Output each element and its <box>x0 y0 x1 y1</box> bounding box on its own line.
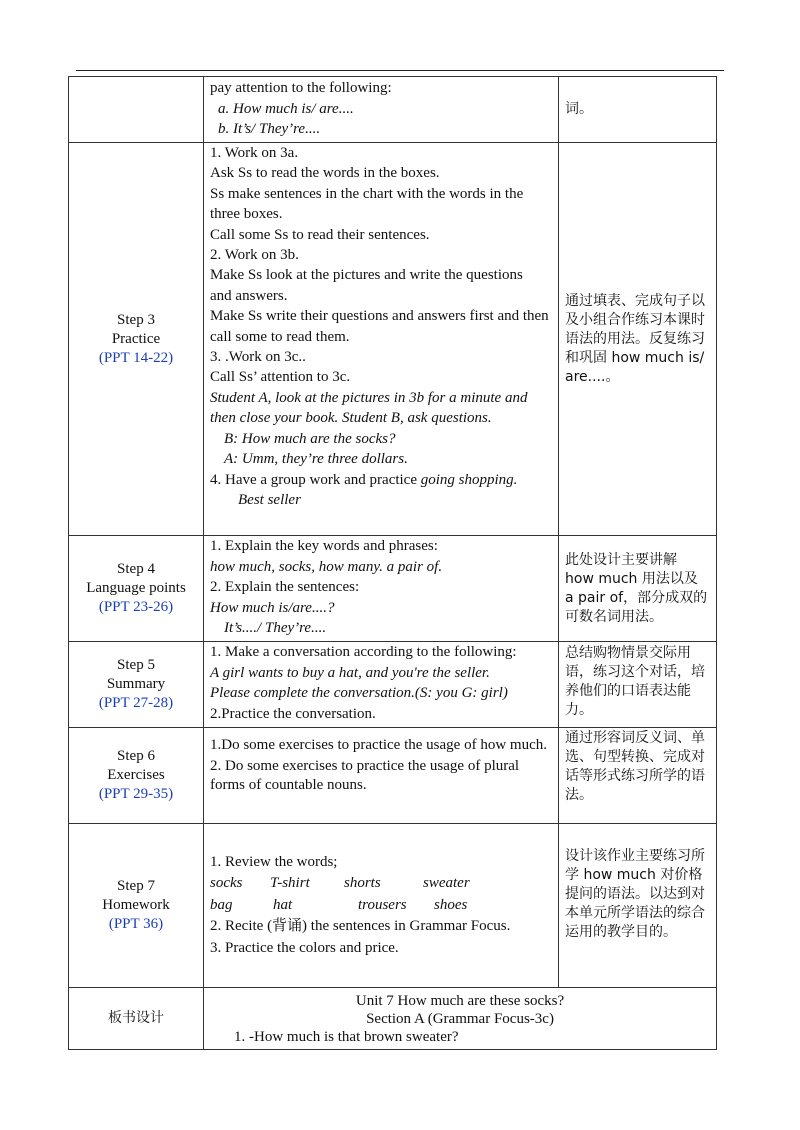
vocab-word: sweater <box>423 875 470 892</box>
content-line: b. It’s/ They’re.... <box>218 121 321 137</box>
content-line: how much, socks, how many. a pair of. <box>210 558 443 575</box>
vocab-word: trousers <box>358 896 407 913</box>
content-line: 2. Explain the sentences: <box>210 579 360 595</box>
content-line: 3. Practice the colors and price. <box>210 939 399 956</box>
content-line: Please complete the conversation.(S: you G: girl) <box>210 685 508 701</box>
content-cell <box>204 728 559 824</box>
content-line: A: Umm, they’re three dollars. <box>224 451 408 468</box>
content-line: a. How much is/ are.... <box>218 100 354 117</box>
content-line: 1.Do some exercises to practice the usage of how much. <box>210 737 547 753</box>
content-line: 1. Explain the key words and phrases: <box>210 538 438 554</box>
content-line: A girl wants to buy a hat, and you're the seller. <box>210 664 490 681</box>
step-title: Step 4 <box>117 561 155 577</box>
word-row <box>210 873 552 895</box>
table-row <box>69 77 717 143</box>
content-line: Call Ss’ attention to 3c. <box>210 369 351 386</box>
table-row <box>69 988 717 1050</box>
design-note: 总结购物情景交际用语，练习这个对话，培养他们的口语表达能力。 <box>565 645 705 718</box>
note-cell <box>559 143 717 536</box>
content-line: B: How much are the socks? <box>224 430 396 447</box>
step-name: Homework <box>102 897 170 913</box>
content-line: 1. Review the words; <box>210 853 338 870</box>
design-note: 设计该作业主要练习所学 how much 对价格提问的语法。以达到对本单元所学语法的综合运用的教学目的。 <box>565 848 705 940</box>
board-line: 1. -How much is that brown sweater? <box>234 1029 459 1045</box>
content-line: Make Ss look at the pictures and write the questions <box>210 267 523 284</box>
vocab-word: T-shirt <box>270 875 310 892</box>
content-line <box>210 470 552 490</box>
content-cell <box>204 77 559 143</box>
content-line: 1. Make a conversation according to the following: <box>210 644 517 660</box>
design-note: 通过填表、完成句子以及小组合作练习本课时语法的用法。反复练习和巩固 how much is/ are....。 <box>565 292 705 385</box>
step-title: Step 3 <box>117 311 155 328</box>
step-title: Step 7 <box>117 878 155 894</box>
vocab-word: bag <box>210 896 233 913</box>
step-cell <box>69 824 204 988</box>
content-text: 4. Have a group work and practice <box>210 471 417 488</box>
note-cell <box>559 642 717 728</box>
content-line: Call some Ss to read their sentences. <box>210 226 430 243</box>
content-line: 2. Recite (背诵) the sentences in Grammar Focus. <box>210 918 511 935</box>
board-label-cell <box>69 988 204 1050</box>
lesson-plan-table <box>68 76 717 1050</box>
content-line: How much is/are....? <box>210 599 335 616</box>
step-name: Exercises <box>107 767 165 783</box>
content-cell <box>204 143 559 536</box>
design-note: 通过形容词反义词、单选、句型转换、完成对话等形式练习所学的语法。 <box>565 730 705 803</box>
table-row <box>69 824 717 988</box>
content-line: Student A, look at the pictures in 3b for a minute and then close your book. Student B, ask questions. <box>210 389 528 427</box>
step-cell <box>69 77 204 143</box>
content-cell <box>204 536 559 642</box>
step-title: Step 5 <box>117 657 155 673</box>
ppt-range: (PPT 23-26) <box>98 599 174 615</box>
header-rule <box>76 70 724 71</box>
content-cell <box>204 642 559 728</box>
step-cell <box>69 642 204 728</box>
content-line: Ss make sentences in the chart with the words in the three boxes. <box>210 185 524 223</box>
note-cell <box>559 536 717 642</box>
board-line: Unit 7 How much are these socks? <box>355 993 565 1009</box>
step-title: Step 6 <box>117 748 155 764</box>
table-row <box>69 728 717 824</box>
content-line: 1. Work on 3a. <box>210 145 299 161</box>
content-line: Best seller <box>238 491 301 508</box>
content-line: and answers. <box>210 287 288 304</box>
content-cell <box>204 824 559 988</box>
note-cell <box>559 77 717 143</box>
content-text: going shopping. <box>420 471 518 488</box>
step-name: Summary <box>106 676 166 692</box>
step-name: Practice <box>111 330 161 347</box>
board-label: 板书设计 <box>108 1010 164 1026</box>
content-line: pay attention to the following: <box>210 80 392 96</box>
step-name: Language points <box>86 580 186 596</box>
table-row <box>69 143 717 536</box>
design-note: 此处设计主要讲解 how much 用法以及 a pair of，部分成双的可数名词用法。 <box>565 551 708 625</box>
table-row <box>69 536 717 642</box>
note-cell <box>559 824 717 988</box>
vocab-word: hat <box>273 896 293 913</box>
vocab-word: shoes <box>434 896 468 913</box>
table-row <box>69 642 717 728</box>
content-line: 3. .Work on 3c.. <box>210 349 306 366</box>
ppt-range: (PPT 36) <box>108 916 164 932</box>
content-line: 2. Do some exercises to practice the usage of plural forms of countable nouns. <box>210 758 520 793</box>
note-cell <box>559 728 717 824</box>
board-cell <box>204 988 717 1050</box>
vocab-word: socks <box>210 875 243 892</box>
design-note: 词。 <box>565 101 593 117</box>
step-cell <box>69 728 204 824</box>
content-line: It’s..../ They’re.... <box>224 620 327 636</box>
word-row <box>210 895 552 917</box>
ppt-range: (PPT 27-28) <box>98 695 174 711</box>
content-line: 2.Practice the conversation. <box>210 705 376 722</box>
step-cell <box>69 143 204 536</box>
step-cell <box>69 536 204 642</box>
ppt-range: (PPT 29-35) <box>98 786 174 802</box>
ppt-range: (PPT 14-22) <box>98 349 174 366</box>
board-line: Section A (Grammar Focus-3c) <box>366 1011 554 1027</box>
content-line: Ask Ss to read the words in the boxes. <box>210 165 440 182</box>
vocab-word: shorts <box>344 875 381 892</box>
content-line: Make Ss write their questions and answers first and then call some to read them. <box>210 308 549 345</box>
content-line: 2. Work on 3b. <box>210 247 299 264</box>
